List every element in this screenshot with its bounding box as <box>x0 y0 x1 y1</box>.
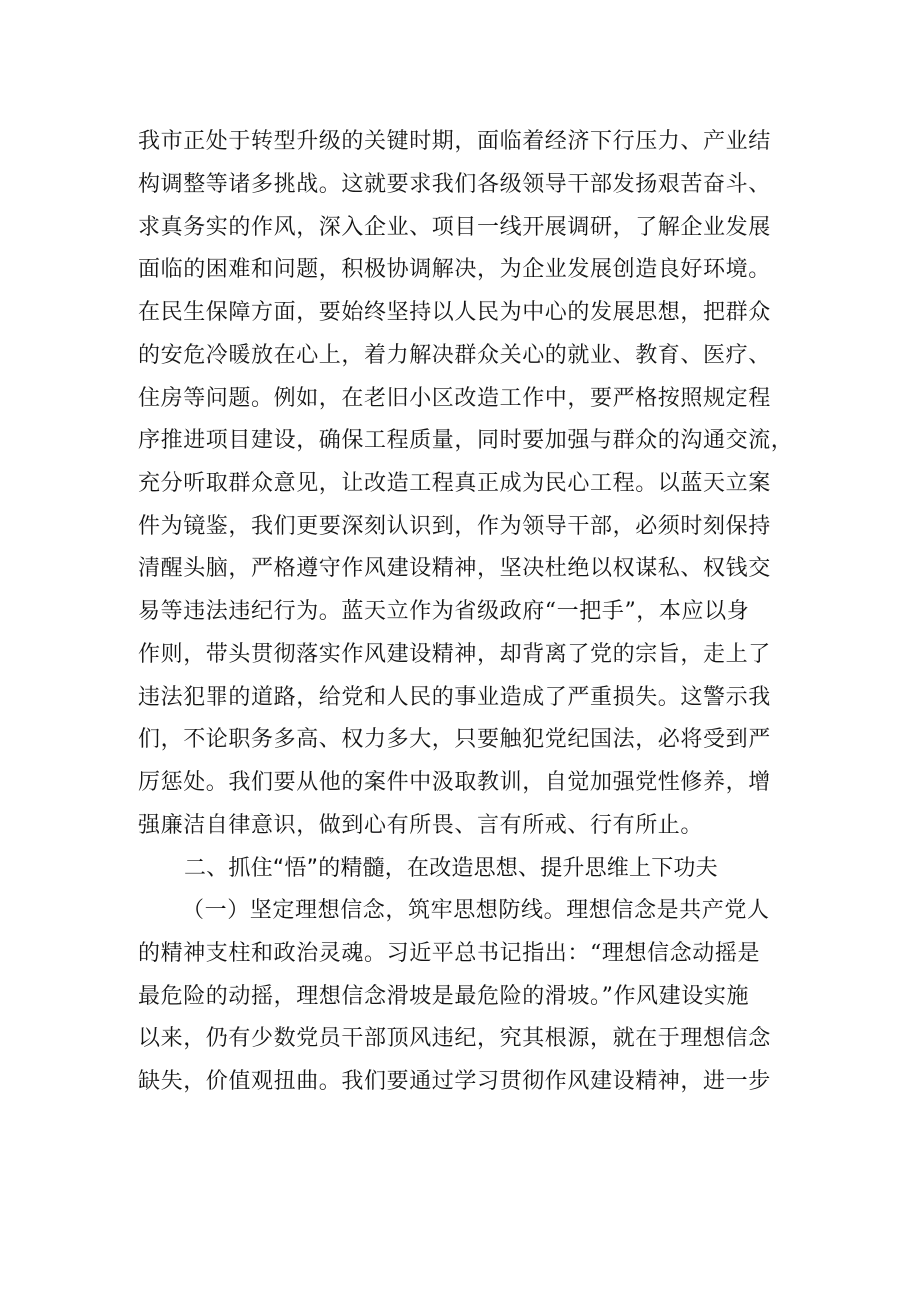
section-heading: 二、抓住“悟”的精髓，在改造思想、提升思维上下功夫 <box>184 856 718 881</box>
body-text-line: 面临的困难和问题，积极协调解决，为企业发展创造良好环境。 <box>138 257 771 282</box>
body-text-line: 易等违法违纪行为。蓝天立作为省级政府“一把手”，本应以身 <box>138 599 750 624</box>
body-text-line: （一）坚定理想信念，筑牢思想防线。理想信念是共产党人 <box>182 898 770 923</box>
body-text-line: 违法犯罪的道路，给党和人民的事业造成了严重损失。这警示我 <box>138 685 771 710</box>
body-text-line: 最危险的动摇，理想信念滑坡是最危险的滑坡。”作风建设实施 <box>138 984 750 1009</box>
body-text-line: 的安危冷暖放在心上，着力解决群众关心的就业、教育、医疗、 <box>138 343 771 368</box>
body-text-line: 序推进项目建设，确保工程质量，同时要加强与群众的沟通交流， <box>138 428 794 453</box>
body-text-line: 在民生保障方面，要始终坚持以人民为中心的发展思想，把群众 <box>138 300 771 325</box>
body-text-line: 以来，仍有少数党员干部顶风违纪，究其根源，就在于理想信念 <box>138 1026 771 1051</box>
body-text-line: 我市正处于转型升级的关键时期，面临着经济下行压力、产业结 <box>138 129 771 154</box>
body-text-line: 件为镜鉴，我们更要深刻认识到，作为领导干部，必须时刻保持 <box>138 514 771 539</box>
body-text-line: 的精神支柱和政治灵魂。习近平总书记指出：“理想信念动摇是 <box>138 941 761 966</box>
body-text-line: 求真务实的作风，深入企业、项目一线开展调研，了解企业发展 <box>138 215 771 240</box>
body-text-line: 厉惩处。我们要从他的案件中汲取教训，自觉加强党性修养，增 <box>138 770 771 795</box>
body-text-line: 强廉洁自律意识，做到心有所畏、言有所戒、行有所止。 <box>138 813 704 838</box>
body-text-line: 作则，带头贯彻落实作风建设精神，却背离了党的宗旨，走上了 <box>138 642 771 667</box>
body-text-line: 住房等问题。例如，在老旧小区改造工作中，要严格按照规定程 <box>138 386 771 411</box>
body-text-line: 清醒头脑，严格遵守作风建设精神，坚决杜绝以权谋私、权钱交 <box>138 556 771 581</box>
body-text-line: 缺失，价值观扭曲。我们要通过学习贯彻作风建设精神，进一步 <box>138 1069 771 1094</box>
body-text-line: 构调整等诸多挑战。这就要求我们各级领导干部发扬艰苦奋斗、 <box>138 172 771 197</box>
body-text-line: 充分听取群众意见，让改造工程真正成为民心工程。以蓝天立案 <box>138 471 771 496</box>
body-text-line: 们，不论职务多高、权力多大，只要触犯党纪国法，必将受到严 <box>138 727 771 752</box>
